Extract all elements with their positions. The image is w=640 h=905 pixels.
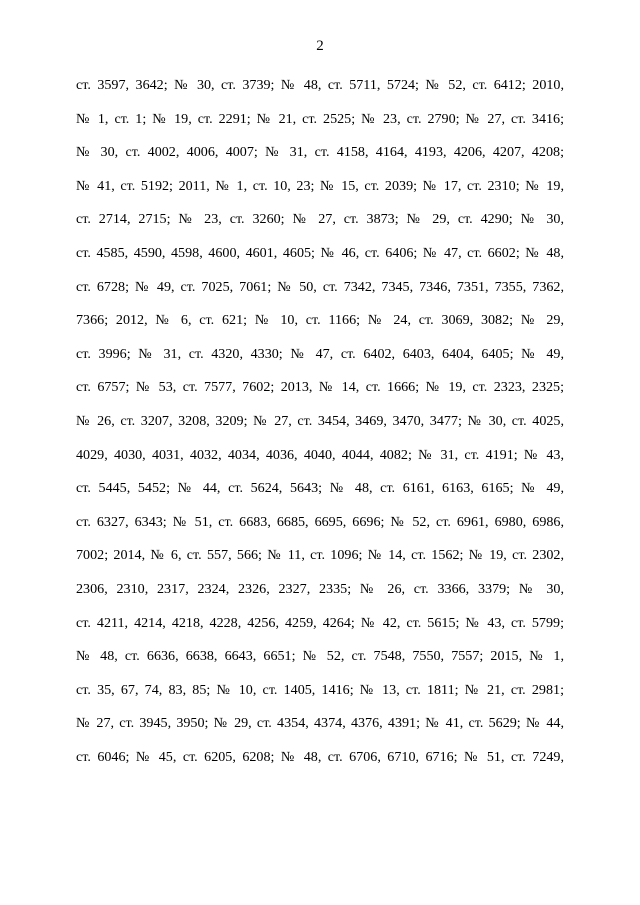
text-line-content: № 1, ст. 1; № 19, ст. 2291; № 21, ст. 2525; № 23, ст. 2790; № 27, ст. 3416; <box>76 110 564 127</box>
text-line-content: № 41, ст. 5192; 2011, № 1, ст. 10, 23; № 15, ст. 2039; № 17, ст. 2310; № 19, <box>76 177 564 194</box>
page-number: 2 <box>316 38 324 54</box>
text-line <box>76 271 564 305</box>
text-line-content: № 27, ст. 3945, 3950; № 29, ст. 4354, 4374, 4376, 4391; № 41, ст. 5629; № 44, <box>76 715 564 732</box>
text-line-content: ст. 3597, 3642; № 30, ст. 3739; № 48, ст. 5711, 5724; № 52, ст. 6412; 2010, <box>76 77 564 93</box>
text-line-content: ст. 35, 67, 74, 83, 85; № 10, ст. 1405, 1416; № 13, ст. 1811; № 21, ст. 2981; <box>76 681 564 698</box>
text-line <box>76 103 564 137</box>
text-line-content: ст. 4585, 4590, 4598, 4600, 4601, 4605; № 46, ст. 6406; № 47, ст. 6602; № 48, <box>76 244 564 261</box>
text-line <box>76 472 564 506</box>
text-line-content: 2306, 2310, 2317, 2324, 2326, 2327, 2335; № 26, ст. 3366, 3379; № 30, <box>76 580 564 597</box>
text-line <box>76 170 564 204</box>
text-line-content: 7002; 2014, № 6, ст. 557, 566; № 11, ст. 1096; № 14, ст. 1562; № 19, ст. 2302, <box>76 547 564 564</box>
body-text <box>76 69 564 774</box>
text-line <box>76 640 564 674</box>
text-line <box>76 203 564 237</box>
text-line <box>76 674 564 708</box>
text-line-content: ст. 6728; № 49, ст. 7025, 7061; № 50, ст. 7342, 7345, 7346, 7351, 7355, 7362, <box>76 278 564 295</box>
text-line <box>76 405 564 439</box>
text-line-content: 4029, 4030, 4031, 4032, 4034, 4036, 4040, 4044, 4082; № 31, ст. 4191; № 43, <box>76 446 564 463</box>
text-line-content: ст. 6327, 6343; № 51, ст. 6683, 6685, 6695, 6696; № 52, ст. 6961, 6980, 6986, <box>76 513 564 530</box>
text-line <box>76 707 564 741</box>
text-line-content: ст. 2714, 2715; № 23, ст. 3260; № 27, ст. 3873; № 29, ст. 4290; № 30, <box>76 211 564 228</box>
text-line <box>76 439 564 473</box>
text-line-content: ст. 3996; № 31, ст. 4320, 4330; № 47, ст. 6402, 6403, 6404, 6405; № 49, <box>76 345 564 362</box>
text-line <box>76 237 564 271</box>
text-line <box>76 741 564 775</box>
text-line-content: ст. 4211, 4214, 4218, 4228, 4256, 4259, 4264; № 42, ст. 5615; № 43, ст. 5799; <box>76 614 564 631</box>
text-line-content: ст. 6046; № 45, ст. 6205, 6208; № 48, ст. 6706, 6710, 6716; № 51, ст. 7249, <box>76 748 564 765</box>
text-line <box>76 607 564 641</box>
text-line-content: ст. 6757; № 53, ст. 7577, 7602; 2013, № 14, ст. 1666; № 19, ст. 2323, 2325; <box>76 379 564 396</box>
text-line-content: № 30, ст. 4002, 4006, 4007; № 31, ст. 4158, 4164, 4193, 4206, 4207, 4208; <box>76 144 564 161</box>
text-line <box>76 371 564 405</box>
text-line <box>76 506 564 540</box>
text-line <box>76 338 564 372</box>
text-line-content: ст. 5445, 5452; № 44, ст. 5624, 5643; № 48, ст. 6161, 6163, 6165; № 49, <box>76 480 564 497</box>
text-line <box>76 69 564 103</box>
text-line <box>76 573 564 607</box>
text-line-content: № 48, ст. 6636, 6638, 6643, 6651; № 52, ст. 7548, 7550, 7557; 2015, № 1, <box>76 648 564 665</box>
text-line-content: 7366; 2012, № 6, ст. 621; № 10, ст. 1166; № 24, ст. 3069, 3082; № 29, <box>76 312 564 329</box>
text-line <box>76 136 564 170</box>
text-line <box>76 539 564 573</box>
text-line-content: № 26, ст. 3207, 3208, 3209; № 27, ст. 3454, 3469, 3470, 3477; № 30, ст. 4025, <box>76 412 564 429</box>
text-line <box>76 304 564 338</box>
